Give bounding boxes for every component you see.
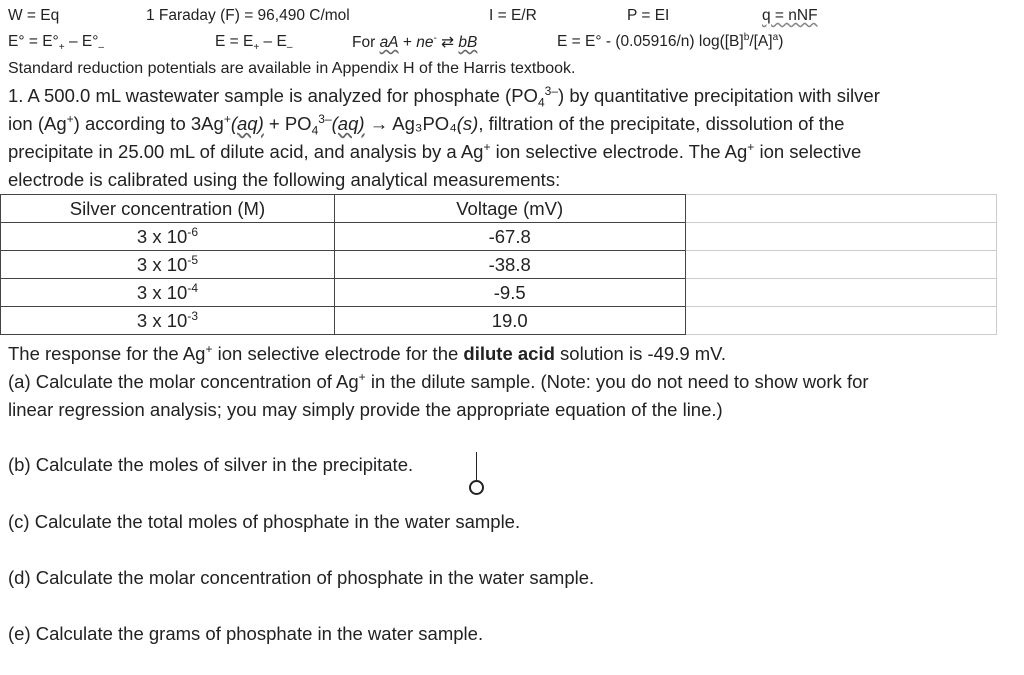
- table-row: [1, 307, 997, 335]
- question-d: (d) Calculate the molar concentration of phosphate in the water sample.: [8, 567, 595, 588]
- table-empty-cell: [685, 223, 997, 251]
- problem-line-2: ion (Ag+) according to $3Ag^+(aq) + PO_4^{3-}(aq) \to Ag_3PO_4(s)$, filtration of the precipitate, dissolution of the: [8, 111, 845, 138]
- header-voltage: Voltage (mV): [334, 195, 685, 223]
- concentration-cell: 3 x $10^{-4}$: [1, 279, 335, 307]
- table-empty-cell: [685, 195, 997, 223]
- cell-potential-formula: $E = E_+ - E_-$: [215, 33, 293, 54]
- nernst-formula: E = E° - (0.05916/n) $\log([B]^b/[A]^a)$: [557, 31, 784, 50]
- cursor-ring-icon: [469, 480, 484, 495]
- table-empty-cell: [685, 251, 997, 279]
- question-b: (b) Calculate the moles of silver in the precipitate.: [8, 454, 414, 475]
- problem-line-1: 1. A 500.0 mL wastewater sample is analyzed for phosphate $(PO_4^{3-})$ by quantitative precipitation with silver: [8, 83, 880, 110]
- charge-formula: q = nNF: [762, 7, 818, 24]
- table-empty-cell: [685, 279, 997, 307]
- table-row: [1, 279, 997, 307]
- response-statement: The response for the Ag+ ion selective electrode for the dilute acid solution is -49.9 mV.: [8, 341, 726, 364]
- faraday-formula: 1 Faraday (F) = 96,490 C/mol: [146, 7, 350, 24]
- table-row: [1, 251, 997, 279]
- question-e: (e) Calculate the grams of phosphate in the water sample.: [8, 623, 484, 644]
- problem-line-3: precipitate in 25.00 mL of dilute acid, and analysis by a Ag+ ion selective electrode. The Ag+ ion selective: [8, 139, 862, 162]
- question-a: (a) Calculate the molar concentration of Ag+ in the dilute sample. (Note: you do not need to show work for: [8, 369, 869, 392]
- work-formula: W = Eq: [8, 7, 60, 24]
- text-cursor: [476, 452, 477, 480]
- concentration-cell: 3 x $10^{-6}$: [1, 223, 335, 251]
- table-empty-cell: [685, 307, 997, 335]
- current-formula: I = E/R: [489, 7, 537, 24]
- question-c: (c) Calculate the total moles of phosphate in the water sample.: [8, 511, 521, 532]
- power-formula: P = EI: [627, 7, 670, 24]
- appendix-note: Standard reduction potentials are available in Appendix H of the Harris textbook.: [8, 60, 576, 77]
- header-silver-concentration: Silver concentration (M): [1, 195, 335, 223]
- voltage-cell: -67.8: [334, 223, 685, 251]
- concentration-cell: 3 x $10^{-3}$: [1, 307, 335, 335]
- table-header-row: [1, 195, 997, 223]
- voltage-cell: 19.0: [334, 307, 685, 335]
- concentration-cell: 3 x $10^{-5}$: [1, 251, 335, 279]
- half-reaction-formula: For aA + ne- ⇄ bB: [352, 32, 478, 51]
- table-row: [1, 223, 997, 251]
- calibration-table: [0, 194, 997, 335]
- standard-potential-formula: $E^\circ = E^\circ_+ - E^\circ_-$: [8, 33, 105, 54]
- voltage-cell: -38.8: [334, 251, 685, 279]
- problem-line-4: electrode is calibrated using the following analytical measurements:: [8, 169, 561, 190]
- question-a-line-2: linear regression analysis; you may simply provide the appropriate equation of the line.): [8, 399, 723, 420]
- voltage-cell: -9.5: [334, 279, 685, 307]
